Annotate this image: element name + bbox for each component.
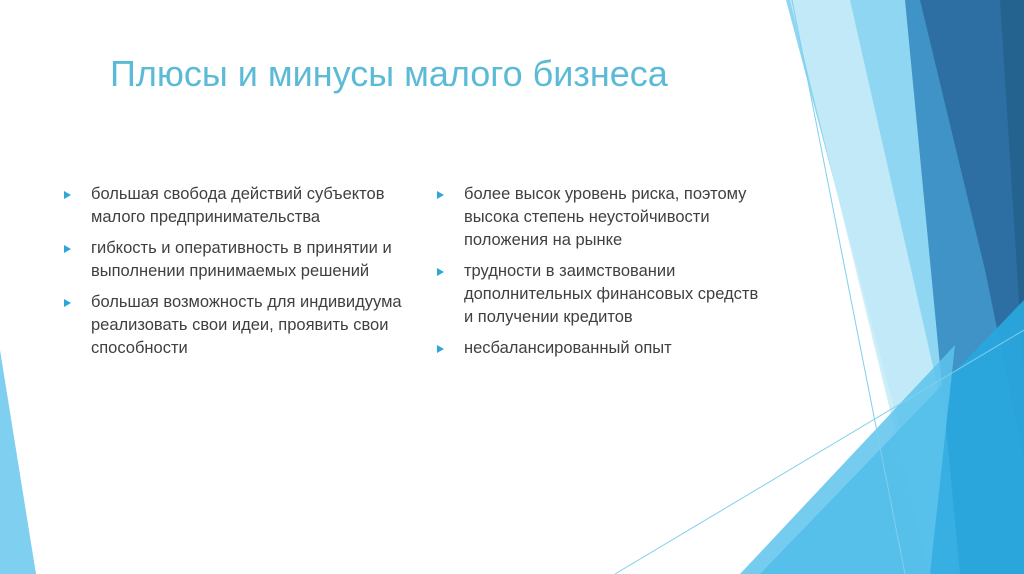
triangle-right-icon [437, 268, 444, 276]
left-edge-shape [0, 350, 36, 574]
list-item [64, 237, 414, 283]
list-item-text: несбалансированный опыт [464, 339, 672, 357]
list-item-text: более высок уровень риска, поэтому высока степень неустойчивости положения на рынке [464, 185, 747, 249]
triangle-right-icon [64, 245, 71, 253]
list-item [437, 260, 767, 329]
triangle-right-icon [64, 299, 71, 307]
slide-title: Плюсы и минусы малого бизнеса [110, 53, 668, 94]
cons-list [437, 183, 767, 368]
list-item [64, 183, 414, 229]
list-item [64, 291, 414, 360]
triangle-right-icon [437, 191, 444, 199]
list-item-text: гибкость и оперативность в принятии и выполнении принимаемых решений [91, 239, 392, 280]
sky-blue-shard [740, 345, 955, 574]
pros-list [64, 183, 414, 368]
list-item-text: большая возможность для индивидуума реализовать свои идеи, проявить свои способности [91, 293, 402, 357]
list-item [437, 337, 767, 360]
list-item-text: трудности в заимствовании дополнительных финансовых средств и получении кредитов [464, 262, 759, 326]
triangle-right-icon [64, 191, 71, 199]
list-item [437, 183, 767, 252]
list-item-text: большая свобода действий субъектов малого предпринимательства [91, 185, 385, 226]
triangle-right-icon [437, 345, 444, 353]
